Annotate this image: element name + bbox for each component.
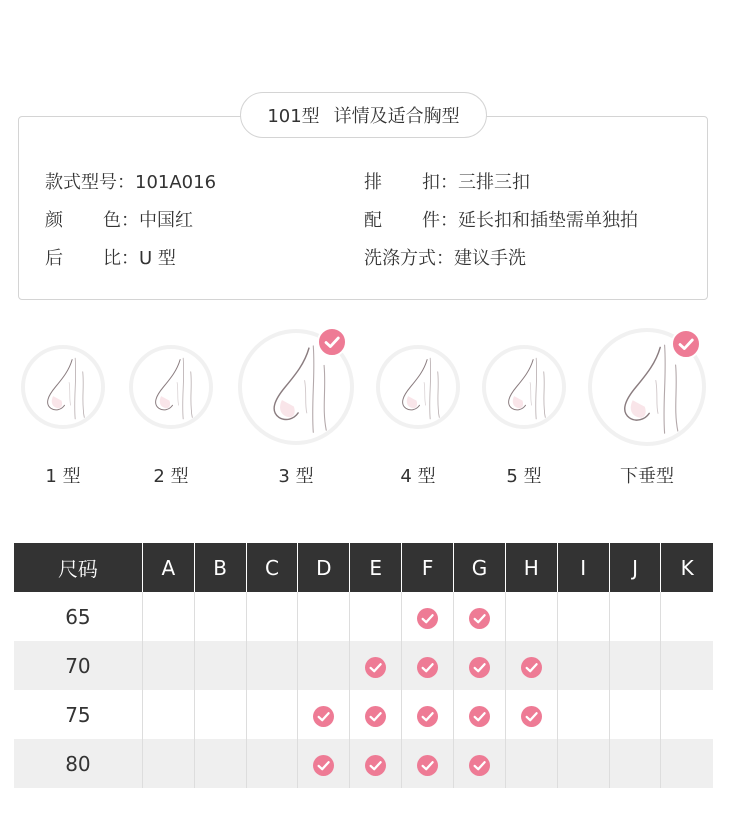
size-cell — [557, 739, 609, 788]
size-cell — [350, 592, 402, 641]
spec-label: 后比 — [45, 248, 121, 269]
spec-back-style: 后比：U 型 — [45, 244, 176, 270]
breast-shape-1 — [21, 345, 105, 429]
breast-shape-label: 4 型 — [400, 466, 436, 487]
cup-header-d: D — [298, 543, 350, 592]
spec-accessories: 配件：延长扣和插垫需单独拍 — [364, 206, 638, 232]
table-row — [14, 641, 713, 690]
size-cell — [557, 690, 609, 739]
available-check-icon — [469, 755, 490, 776]
available-check-icon — [313, 755, 334, 776]
title-model: 101型 — [267, 106, 320, 127]
spec-label: 洗涤方式 — [364, 248, 436, 269]
size-cell — [661, 690, 713, 739]
breast-profile-icon — [25, 349, 101, 425]
breast-profile-icon — [380, 349, 456, 425]
available-check-icon — [469, 706, 490, 727]
spec-label: 排扣 — [364, 172, 440, 193]
cup-header-e: E — [350, 543, 402, 592]
size-table-header — [14, 543, 713, 592]
header-size-label: 尺码 — [14, 543, 142, 592]
selected-check-icon — [671, 329, 701, 359]
cup-header-i: I — [557, 543, 609, 592]
size-cell — [402, 592, 454, 641]
size-cell — [661, 739, 713, 788]
breast-shape-5 — [482, 345, 566, 429]
size-cell — [505, 641, 557, 690]
available-check-icon — [521, 657, 542, 678]
available-check-icon — [469, 608, 490, 629]
spec-color: 颜色：中国红 — [45, 206, 193, 232]
breast-shape-label: 2 型 — [153, 466, 189, 487]
spec-label: 配件 — [364, 210, 440, 231]
size-cell — [661, 592, 713, 641]
band-size-cell: 65 — [65, 604, 91, 629]
size-cell — [454, 690, 506, 739]
size-cell — [350, 690, 402, 739]
size-cell — [298, 641, 350, 690]
breast-profile-icon — [486, 349, 562, 425]
available-check-icon — [417, 755, 438, 776]
size-cell — [609, 592, 661, 641]
available-check-icon — [365, 755, 386, 776]
spec-label: 款式型号 — [45, 172, 117, 193]
size-cell — [142, 592, 194, 641]
size-cell — [402, 690, 454, 739]
cup-header-c: C — [246, 543, 298, 592]
size-cell — [454, 641, 506, 690]
size-cell — [557, 592, 609, 641]
size-cell — [246, 690, 298, 739]
size-cell — [609, 690, 661, 739]
band-size-cell: 80 — [14, 739, 142, 788]
size-cell — [246, 641, 298, 690]
size-cell — [454, 739, 506, 788]
spec-value: 101A016 — [135, 172, 217, 193]
spec-value: 延长扣和插垫需单独拍 — [458, 210, 638, 231]
selected-check-icon — [317, 327, 347, 357]
cup-header-b: B — [194, 543, 246, 592]
table-row — [14, 592, 713, 641]
breast-shape-2 — [129, 345, 213, 429]
section-title — [240, 92, 487, 138]
spec-label: 颜色 — [45, 210, 121, 231]
cup-header-k: K — [661, 543, 713, 592]
spec-value: 三排三扣 — [458, 172, 530, 193]
table-row — [14, 739, 713, 788]
spec-washing: 洗涤方式：建议手洗 — [364, 244, 526, 270]
size-cell — [246, 592, 298, 641]
size-cell — [609, 739, 661, 788]
size-cell — [298, 739, 350, 788]
size-cell — [194, 592, 246, 641]
available-check-icon — [417, 706, 438, 727]
size-cell — [505, 739, 557, 788]
band-size-cell: 70 — [14, 641, 142, 690]
band-size-cell: 75 — [65, 702, 91, 727]
size-cell — [402, 641, 454, 690]
cup-header-j: J — [609, 543, 661, 592]
size-table — [14, 543, 713, 788]
cup-header-g: G — [454, 543, 506, 592]
size-cell — [246, 739, 298, 788]
breast-shape-label: 下垂型 — [620, 466, 674, 487]
cup-header-f: F — [402, 543, 454, 592]
size-cell — [194, 690, 246, 739]
available-check-icon — [417, 608, 438, 629]
available-check-icon — [313, 706, 334, 727]
spec-hooks: 排扣：三排三扣 — [364, 168, 530, 194]
spec-value: U 型 — [139, 248, 176, 269]
spec-style-number: 款式型号：101A016 — [45, 168, 216, 194]
available-check-icon — [469, 657, 490, 678]
breast-shape-label: 5 型 — [506, 466, 542, 487]
size-cell — [350, 641, 402, 690]
table-row — [14, 690, 713, 739]
size-cell — [194, 641, 246, 690]
spec-value: 中国红 — [139, 210, 193, 231]
breast-shape-label: 1 型 — [45, 466, 81, 487]
size-cell — [505, 690, 557, 739]
size-cell — [142, 690, 194, 739]
title-text: 详情及适合胸型 — [333, 106, 460, 127]
cup-header-a: A — [142, 543, 194, 592]
size-cell — [298, 690, 350, 739]
available-check-icon — [365, 657, 386, 678]
size-cell — [557, 641, 609, 690]
available-check-icon — [521, 706, 542, 727]
size-cell — [142, 641, 194, 690]
size-cell — [661, 641, 713, 690]
size-cell — [350, 739, 402, 788]
available-check-icon — [417, 657, 438, 678]
size-cell — [505, 592, 557, 641]
breast-shape-label: 3 型 — [278, 466, 314, 487]
cup-header-h: H — [505, 543, 557, 592]
size-cell — [402, 739, 454, 788]
size-cell — [194, 739, 246, 788]
spec-value: 建议手洗 — [454, 248, 526, 269]
size-cell — [298, 592, 350, 641]
breast-profile-icon — [133, 349, 209, 425]
size-cell — [142, 739, 194, 788]
breast-shape-4 — [376, 345, 460, 429]
size-cell — [609, 641, 661, 690]
size-cell — [454, 592, 506, 641]
available-check-icon — [365, 706, 386, 727]
